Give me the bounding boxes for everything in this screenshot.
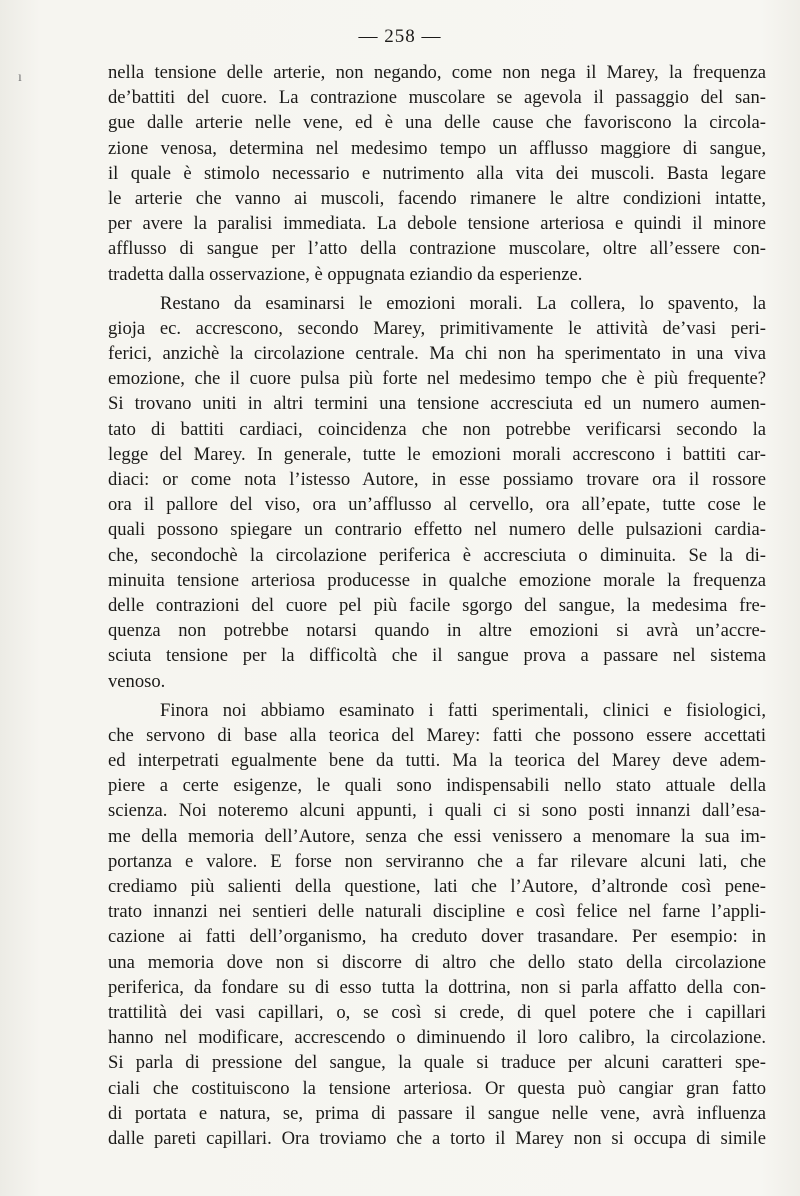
text-line: gioja ec. accrescono, secondo Marey, primitivamente le attività de’vasi peri- <box>108 317 766 339</box>
text-line: minuita tensione arteriosa producesse in qualche emozione morale la frequenza <box>108 569 766 591</box>
page-number: — 258 — <box>358 26 442 47</box>
text-line: afflusso di sangue per l’atto della contrazione muscolare, oltre all’essere con- <box>108 238 766 260</box>
text-line: cazione ai fatti dell’organismo, ha creduto dover trasandare. Per esempio: in <box>108 926 766 948</box>
text-line: Restano da esaminarsi le emozioni morali. La collera, lo spavento, la <box>160 292 766 314</box>
text-line: sciuta tensione per la difficoltà che il sangue prova a passare nel sistema <box>108 645 766 667</box>
text-line: trattilità dei vasi capillari, o, se così si crede, di quel potere che i capillari <box>108 1001 766 1023</box>
text-line: me della memoria dell’Autore, senza che essi venissero a menomare la sua im- <box>108 825 766 847</box>
text-line: piere a certe esigenze, le quali sono indispensabili nello stato attuale della <box>108 775 766 797</box>
text-line: dalle pareti capillari. Ora troviamo che a torto il Marey non si occupa di simile <box>108 1127 766 1149</box>
text-line: tradetta dalla osservazione, è oppugnata eziandio da esperienze. <box>108 263 583 285</box>
text-line: legge del Marey. In generale, tutte le emozioni morali accrescono i battiti car- <box>108 443 766 465</box>
body-text <box>108 60 766 1151</box>
text-line: che, secondochè la circolazione periferica è accresciuta o diminuita. Se la di- <box>108 544 766 566</box>
text-line: gue dalle arterie nelle vene, ed è una delle cause che favoriscono la circola- <box>108 112 766 134</box>
text-line: quenza non potrebbe notarsi quando in altre emozioni si avrà un’accre- <box>108 620 766 642</box>
text-line: ed interpetrati egualmente bene da tutti. Ma la teorica del Marey deve adem- <box>108 750 766 772</box>
text-line: Finora noi abbiamo esaminato i fatti sperimentali, clinici e fisiologici, <box>160 699 766 721</box>
text-line: ciali che costituiscono la tensione arteriosa. Or questa può cangiar gran fatto <box>108 1077 766 1099</box>
margin-mark: ı <box>18 70 22 85</box>
text-line: di portata e natura, se, prima di passare il sangue nelle vene, avrà influenza <box>108 1102 766 1124</box>
text-line: ferici, anzichè la circolazione centrale. Ma chi non ha sperimentato in una viva <box>108 343 766 365</box>
text-line: diaci: or come nota l’istesso Autore, in esse possiamo trovare ora il rossore <box>108 469 766 490</box>
text-line: nella tensione delle arterie, non negando, come non nega il Marey, la frequenza <box>108 62 766 83</box>
text-line: trato innanzi nei sentieri delle naturali discipline e così felice nel farne l’appli- <box>108 901 766 923</box>
text-line: una memoria dove non si discorre di altro che dello stato della circolazione <box>108 951 766 973</box>
text-line: scienza. Noi noteremo alcuni appunti, i quali ci si sono posti innanzi dall’esa- <box>108 800 766 822</box>
text-line: tato di battiti cardiaci, coincidenza che non potrebbe verificarsi secondo la <box>108 418 766 440</box>
text-line: emozione, che il cuore pulsa più forte nel medesimo tempo che è più frequente? <box>108 368 766 390</box>
text-line: il quale è stimolo necessario e nutrimento alla vita dei muscoli. Basta legare <box>108 162 766 184</box>
text-line: venoso. <box>108 670 166 692</box>
text-line: periferica, da fondare su di esso tutta la dottrina, non si parla affatto della con- <box>108 976 766 998</box>
text-line: Si parla di pressione del sangue, la quale si traduce per alcuni caratteri spe- <box>108 1052 766 1074</box>
text-line: Si trovano uniti in altri termini una tensione accresciuta ed un numero aumen- <box>108 393 766 415</box>
text-line: zione venosa, determina nel medesimo tempo un afflusso maggiore di sangue, <box>108 137 766 159</box>
text-line: per avere la paralisi immediata. La debole tensione arteriosa e quindi il minore <box>108 213 766 235</box>
text-line: delle contrazioni del cuore pel più facile sgorgo del sangue, la medesima fre- <box>108 594 766 616</box>
text-line: le arterie che vanno ai muscoli, facendo rimanere le altre condizioni intatte, <box>108 187 766 209</box>
text-line: crediamo più salienti della questione, lati che l’Autore, d’altronde così pene- <box>108 876 766 897</box>
text-line: che servono di base alla teorica del Marey: fatti che possono essere accettati <box>108 724 766 746</box>
text-line: portanza e valore. E forse non serviranno che a far rilevare alcuni lati, che <box>108 850 766 872</box>
text-line: hanno nel modificare, accrescendo o diminuendo il loro calibro, la circolazione. <box>108 1027 766 1049</box>
text-line: quali possono spiegare un contrario effetto nel numero delle pulsazioni cardia- <box>108 519 766 541</box>
text-line: ora il pallore del viso, ora un’afflusso al cervello, ora all’epate, tutte cose le <box>108 494 766 516</box>
text-line: de’battiti del cuore. La contrazione muscolare se agevola il passaggio del san- <box>108 87 766 109</box>
